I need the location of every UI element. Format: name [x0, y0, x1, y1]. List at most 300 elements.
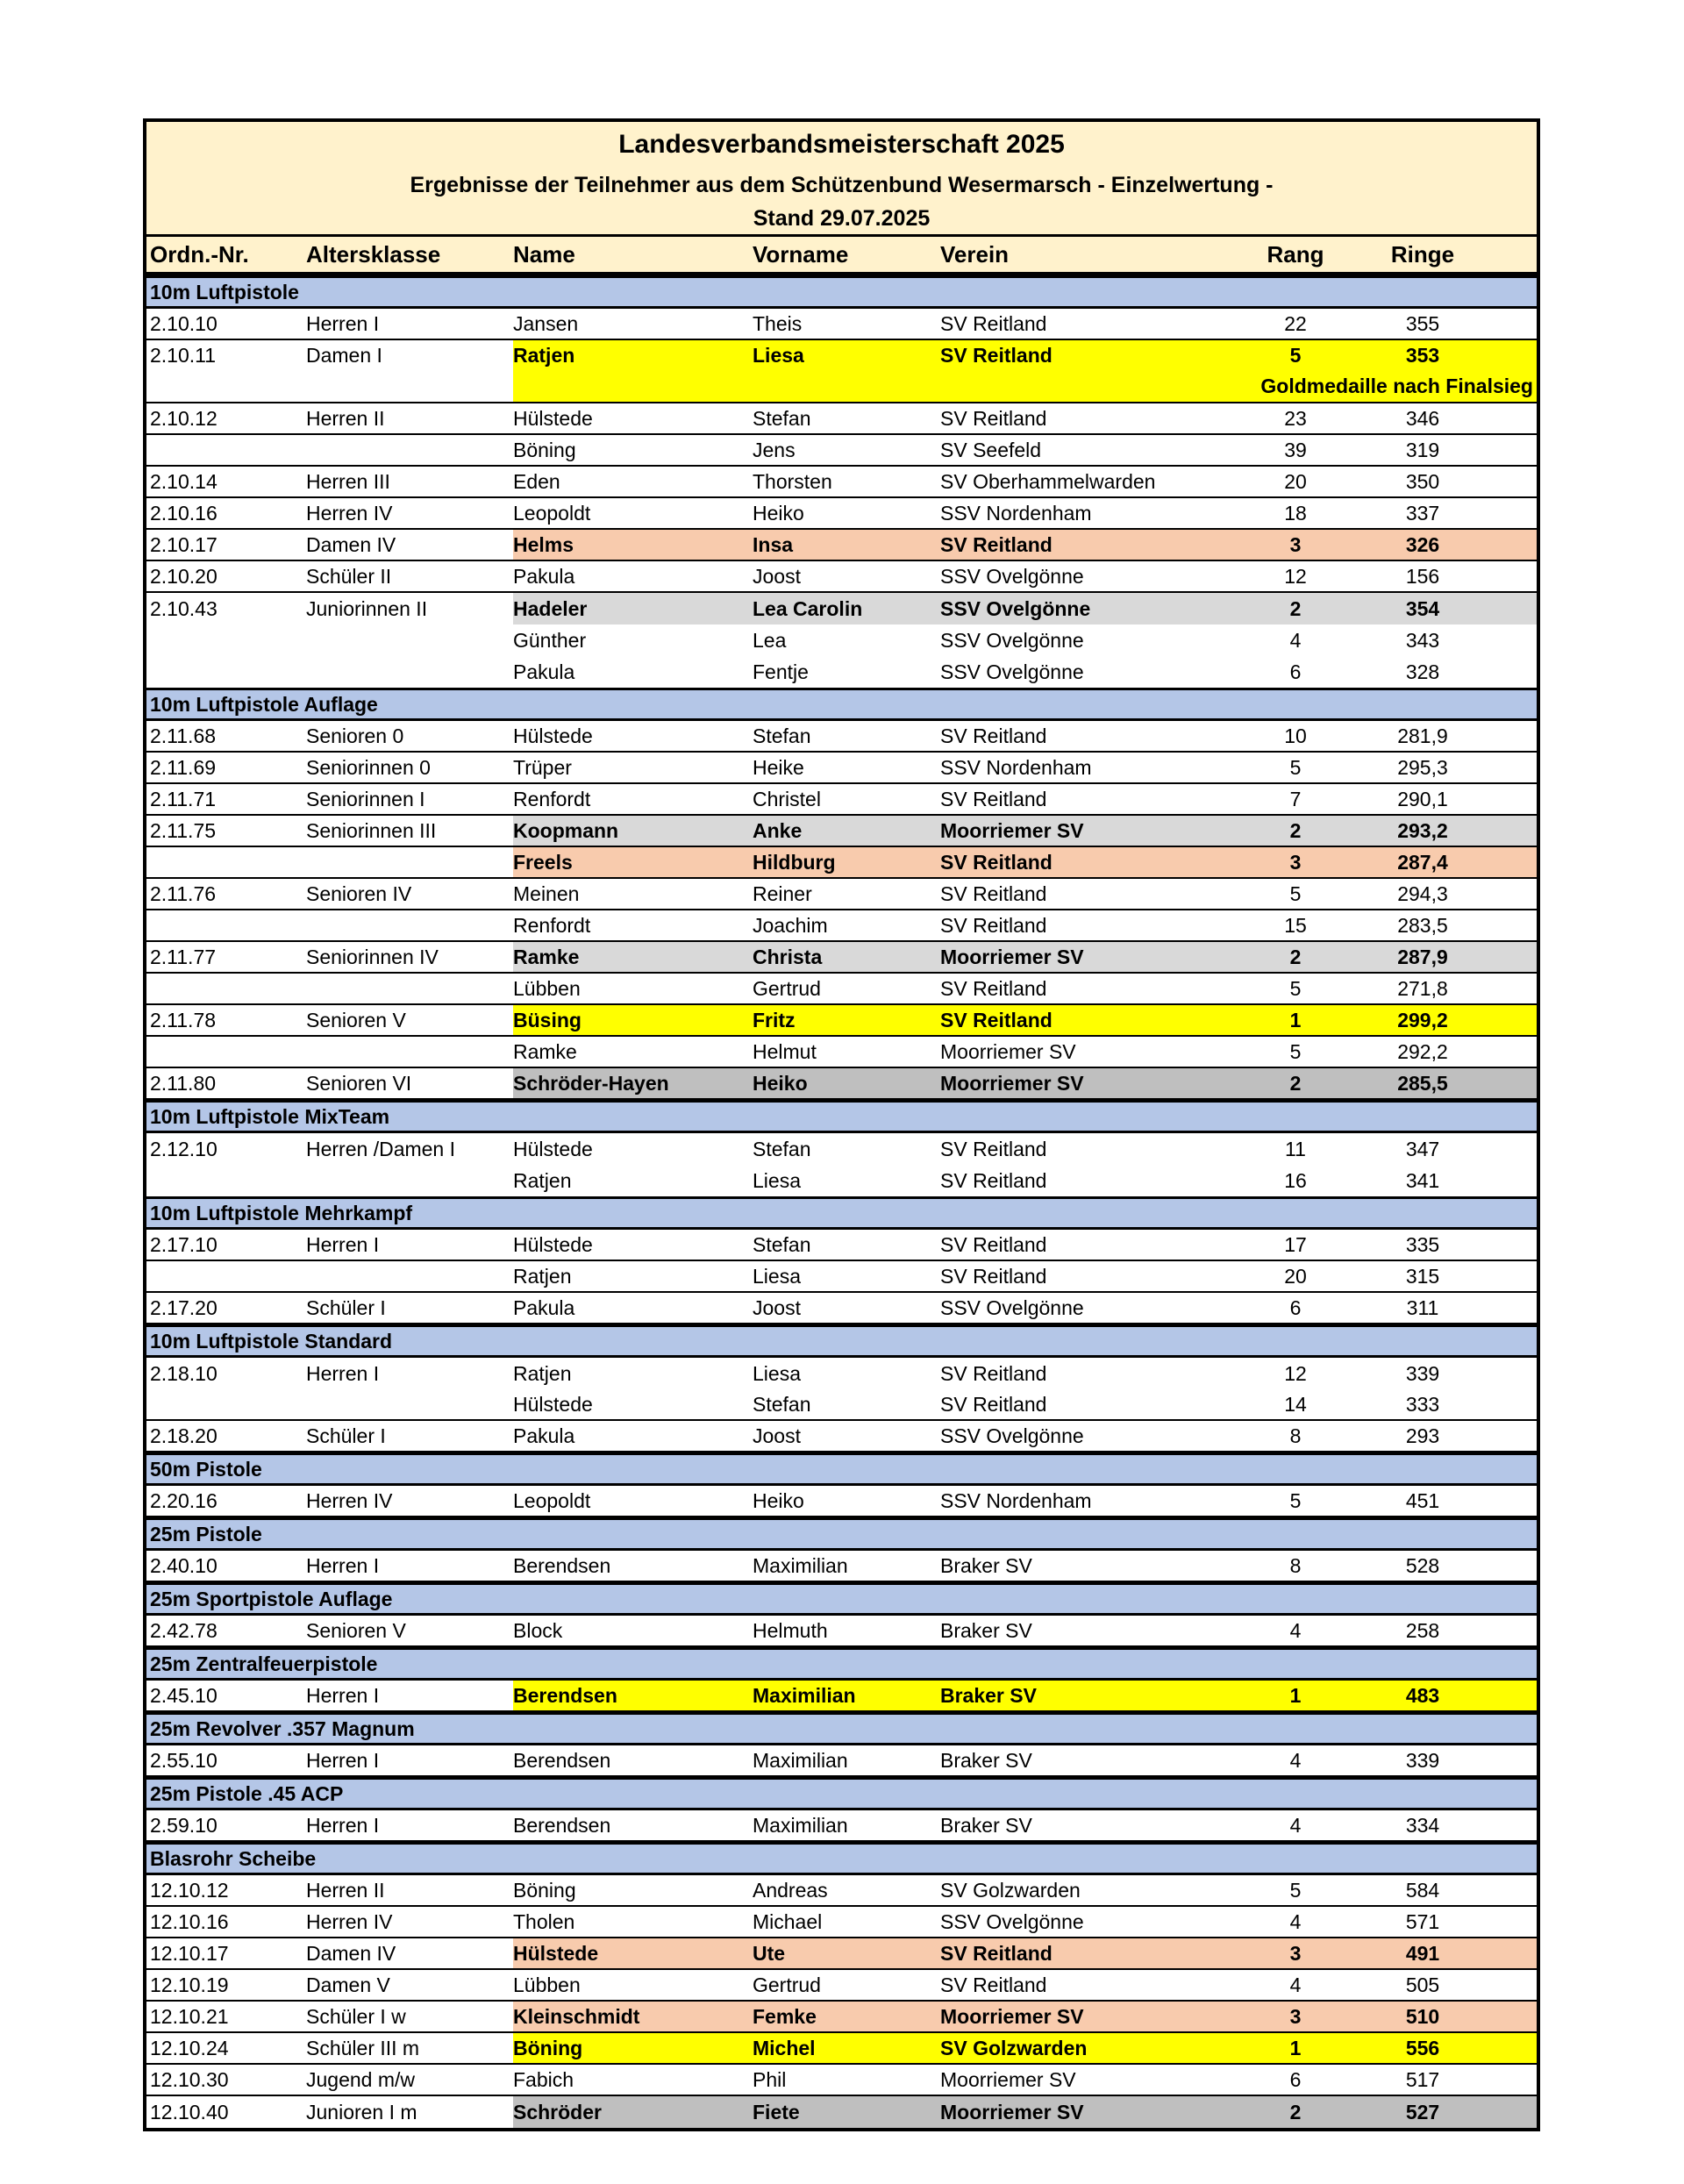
- cell-verein: SSV Ovelgönne: [940, 1295, 1084, 1319]
- cell-name: Pakula: [513, 1295, 575, 1319]
- row-values: [513, 308, 1493, 339]
- row-values: [513, 1938, 1493, 1969]
- cell-altersklasse: Herren IV: [306, 501, 393, 525]
- cell-vorname: Helmuth: [753, 1618, 828, 1642]
- cell-altersklasse: Damen IV: [306, 532, 396, 556]
- cell-name: Hülstede: [513, 1941, 599, 1965]
- row-highlight: [513, 1005, 1537, 1035]
- cell-ordn-nr: 12.10.21: [150, 2004, 229, 2028]
- cell-ringe: 294,3: [1397, 881, 1448, 905]
- cell-ordn-nr: 2.18.20: [150, 1424, 218, 1447]
- table-row: [146, 2033, 1537, 2065]
- cell-altersklasse: Herren I: [306, 1361, 380, 1385]
- cell-name: Böning: [513, 2036, 583, 2059]
- cell-vorname: Gertrud: [753, 976, 821, 1000]
- cell-ringe: 483: [1405, 1683, 1440, 1707]
- cell-name: Hülstede: [513, 406, 593, 430]
- row-values: [513, 1745, 1493, 1776]
- row-values: [513, 1133, 1493, 1165]
- row-highlight: [513, 1293, 1537, 1323]
- cell-vorname: Fentje: [753, 660, 809, 683]
- cell-ordn-nr: 2.12.10: [150, 1137, 218, 1160]
- cell-name: Fabich: [513, 2067, 574, 2091]
- cell-ringe: 355: [1405, 311, 1440, 335]
- cell-rang: 8: [1289, 1553, 1302, 1577]
- cell-ordn-nr: 2.55.10: [150, 1748, 218, 1772]
- cell-name: Koopmann: [513, 818, 619, 842]
- column-header-altersklasse: Altersklasse: [306, 240, 441, 268]
- cell-verein: Braker SV: [940, 1813, 1032, 1837]
- table-row: [146, 1970, 1537, 2002]
- cell-rang: 2: [1289, 945, 1302, 968]
- cell-altersklasse: Herren I: [306, 1553, 380, 1577]
- cell-verein: SSV Ovelgönne: [940, 596, 1091, 620]
- section-header: 25m Pistole: [146, 1517, 1537, 1551]
- cell-verein: Moorriemer SV: [940, 2067, 1076, 2091]
- table-row: [146, 1810, 1537, 1842]
- cell-altersklasse: Herren /Damen I: [306, 1137, 456, 1160]
- cell-vorname: Liesa: [753, 1168, 801, 1192]
- cell-verein: Moorriemer SV: [940, 1039, 1076, 1063]
- cell-ringe: 354: [1405, 596, 1440, 620]
- cell-altersklasse: Herren II: [306, 406, 385, 430]
- table-row: [146, 753, 1537, 784]
- table-row: [146, 1616, 1537, 1647]
- cell-name: Ratjen: [513, 1361, 572, 1385]
- cell-name: Freels: [513, 850, 573, 874]
- cell-ordn-nr: 2.11.75: [150, 818, 217, 842]
- cell-verein: SV Reitland: [940, 311, 1047, 335]
- cell-rang: 4: [1289, 1973, 1302, 1996]
- table-row: [146, 2002, 1537, 2033]
- cell-name: Ratjen: [513, 1168, 572, 1192]
- cell-ringe: 510: [1405, 2004, 1440, 2028]
- cell-verein: SV Reitland: [940, 406, 1047, 430]
- cell-name: Günther: [513, 628, 587, 652]
- cell-name: Schröder: [513, 2100, 602, 2123]
- column-header-ringe: Ringe: [1390, 240, 1455, 268]
- row-values: [513, 1229, 1493, 1260]
- cell-ordn-nr: 2.11.69: [150, 755, 217, 779]
- cell-ringe: 335: [1405, 1232, 1440, 1256]
- cell-rang: 20: [1284, 469, 1307, 493]
- cell-verein: Braker SV: [940, 1683, 1037, 1707]
- cell-vorname: Michael: [753, 1909, 823, 1933]
- cell-ringe: 347: [1405, 1137, 1440, 1160]
- cell-rang: 18: [1284, 501, 1307, 525]
- cell-altersklasse: Seniorinnen 0: [306, 755, 431, 779]
- cell-ordn-nr: 2.11.78: [150, 1008, 217, 1031]
- cell-vorname: Maximilian: [753, 1748, 848, 1772]
- section-header: 10m Luftpistole Auflage: [146, 688, 1537, 721]
- cell-verein: SV Reitland: [940, 1941, 1052, 1965]
- stand-date: Stand 29.07.2025: [753, 206, 931, 231]
- cell-rang: 3: [1289, 2004, 1302, 2028]
- table-row: [146, 1907, 1537, 1938]
- cell-verein: SV Seefeld: [940, 438, 1042, 461]
- cell-vorname: Heiko: [753, 1071, 808, 1095]
- row-values: [513, 497, 1493, 529]
- row-values: [513, 1680, 1493, 1711]
- cell-ringe: 311: [1406, 1295, 1439, 1319]
- cell-rang: 10: [1284, 724, 1307, 747]
- cell-altersklasse: Juniorinnen II: [306, 596, 428, 620]
- section-header: 25m Revolver .357 Magnum: [146, 1712, 1537, 1745]
- cell-ordn-nr: 12.10.30: [150, 2067, 229, 2091]
- cell-ringe: 293,2: [1397, 818, 1448, 842]
- cell-altersklasse: Senioren IV: [306, 881, 412, 905]
- row-values: [513, 752, 1493, 783]
- cell-name: Jansen: [513, 311, 579, 335]
- cell-altersklasse: Seniorinnen IV: [306, 945, 439, 968]
- cell-ordn-nr: 2.40.10: [150, 1553, 218, 1577]
- cell-ringe: 353: [1405, 344, 1440, 367]
- cell-verein: SV Reitland: [940, 1361, 1047, 1385]
- cell-altersklasse: Herren I: [306, 1748, 380, 1772]
- cell-verein: SV Reitland: [940, 724, 1047, 747]
- cell-rang: 7: [1289, 787, 1302, 810]
- section-header: 10m Luftpistole MixTeam: [146, 1100, 1537, 1133]
- cell-verein: Moorriemer SV: [940, 2100, 1084, 2123]
- cell-name: Ratjen: [513, 344, 575, 367]
- cell-verein: SV Reitland: [940, 787, 1047, 810]
- cell-verein: SV Reitland: [940, 913, 1047, 937]
- cell-ringe: 337: [1405, 501, 1440, 525]
- cell-ringe: 156: [1405, 564, 1440, 588]
- section-header: Blasrohr Scheibe: [146, 1842, 1537, 1875]
- cell-name: Trüper: [513, 755, 572, 779]
- row-highlight: [513, 498, 1537, 528]
- cell-verein: SSV Ovelgönne: [940, 1424, 1084, 1447]
- cell-altersklasse: Herren II: [306, 1878, 385, 1902]
- cell-ringe: 326: [1405, 532, 1440, 556]
- row-highlight: [513, 974, 1537, 1003]
- cell-rang: 5: [1289, 344, 1302, 367]
- cell-rang: 12: [1284, 564, 1307, 588]
- row-highlight: [513, 879, 1537, 909]
- row-values: [513, 1388, 1493, 1420]
- section-header: 10m Luftpistole Standard: [146, 1324, 1537, 1358]
- cell-name: Lübben: [513, 1973, 581, 1996]
- cell-rang: 5: [1289, 881, 1302, 905]
- cell-rang: 4: [1289, 1618, 1302, 1642]
- cell-name: Tholen: [513, 1909, 575, 1933]
- cell-verein: SV Reitland: [940, 1973, 1047, 1996]
- row-highlight: [513, 1037, 1537, 1067]
- cell-verein: Moorriemer SV: [940, 818, 1084, 842]
- cell-ringe: 283,5: [1397, 913, 1448, 937]
- cell-ordn-nr: 2.10.14: [150, 469, 218, 493]
- row-values: [513, 593, 1493, 625]
- cell-ringe: 295,3: [1397, 755, 1448, 779]
- cell-verein: SV Golzwarden: [940, 1878, 1081, 1902]
- row-highlight: [513, 1551, 1537, 1581]
- cell-name: Eden: [513, 469, 560, 493]
- row-highlight: [513, 1261, 1537, 1291]
- row-values: [513, 1550, 1493, 1581]
- cell-verein: Braker SV: [940, 1553, 1032, 1577]
- cell-vorname: Andreas: [753, 1878, 828, 1902]
- cell-name: Hülstede: [513, 1392, 593, 1416]
- table-row: [146, 467, 1537, 498]
- row-values: [513, 2064, 1493, 2095]
- cell-vorname: Heiko: [753, 1488, 804, 1512]
- row-values: [513, 529, 1493, 560]
- table-row: [146, 530, 1537, 561]
- row-values: [513, 1485, 1493, 1517]
- cell-ordn-nr: 2.10.16: [150, 501, 218, 525]
- row-highlight: [513, 1133, 1537, 1165]
- cell-vorname: Stefan: [753, 1232, 811, 1256]
- medal-note: Goldmedaille nach Finalsieg: [1260, 375, 1533, 397]
- cell-rang: 1: [1289, 1008, 1302, 1031]
- row-highlight: [513, 1165, 1537, 1196]
- cell-ordn-nr: 2.10.11: [150, 344, 217, 367]
- cell-ringe: 319: [1405, 438, 1440, 461]
- cell-verein: SV Reitland: [940, 1392, 1047, 1416]
- cell-vorname: Maximilian: [753, 1683, 856, 1707]
- cell-rang: 2: [1289, 1071, 1302, 1095]
- cell-ringe: 505: [1405, 1973, 1440, 1996]
- cell-vorname: Maximilian: [753, 1553, 848, 1577]
- row-values: [513, 878, 1493, 910]
- row-values: [513, 973, 1493, 1004]
- cell-altersklasse: Damen V: [306, 1973, 390, 1996]
- cell-vorname: Thorsten: [753, 469, 832, 493]
- cell-rang: 11: [1285, 1137, 1306, 1160]
- cell-vorname: Joost: [753, 1295, 801, 1319]
- column-header-name: Name: [513, 240, 575, 268]
- cell-rang: 3: [1289, 850, 1302, 874]
- cell-ordn-nr: 12.10.12: [150, 1878, 229, 1902]
- cell-name: Block: [513, 1618, 563, 1642]
- cell-rang: 5: [1289, 1878, 1302, 1902]
- row-values: [513, 2032, 1493, 2064]
- cell-verein: SV Reitland: [940, 1168, 1047, 1192]
- cell-verein: SSV Ovelgönne: [940, 564, 1084, 588]
- cell-name: Pakula: [513, 564, 575, 588]
- row-highlight: [513, 1810, 1537, 1840]
- cell-name: Leopoldt: [513, 501, 591, 525]
- row-values: [513, 2096, 1493, 2128]
- cell-rang: 1: [1289, 2036, 1302, 2059]
- cell-vorname: Reiner: [753, 881, 812, 905]
- cell-verein: SV Reitland: [940, 1008, 1052, 1031]
- cell-ringe: 556: [1405, 2036, 1440, 2059]
- cell-vorname: Insa: [753, 532, 794, 556]
- cell-verein: SV Reitland: [940, 344, 1052, 367]
- section-header: 25m Pistole .45 ACP: [146, 1777, 1537, 1810]
- cell-ordn-nr: 2.10.17: [150, 532, 218, 556]
- cell-altersklasse: Senioren VI: [306, 1071, 412, 1095]
- section-header: 25m Zentralfeuerpistole: [146, 1647, 1537, 1681]
- cell-ringe: 287,9: [1397, 945, 1448, 968]
- cell-vorname: Stefan: [753, 1392, 811, 1416]
- cell-ringe: 343: [1405, 628, 1440, 652]
- row-values: [513, 434, 1493, 466]
- table-row: [146, 1165, 1537, 1196]
- cell-ordn-nr: 2.18.10: [150, 1361, 218, 1385]
- table-row: [146, 816, 1537, 847]
- cell-ringe: 258: [1405, 1618, 1440, 1642]
- cell-verein: SV Reitland: [940, 976, 1047, 1000]
- cell-name: Berendsen: [513, 1813, 611, 1837]
- row-highlight: [513, 2002, 1537, 2031]
- table-row: [146, 721, 1537, 753]
- cell-rang: 17: [1284, 1232, 1307, 1256]
- cell-verein: SSV Ovelgönne: [940, 628, 1084, 652]
- cell-name: Hülstede: [513, 1232, 593, 1256]
- cell-vorname: Fiete: [753, 2100, 800, 2123]
- cell-ordn-nr: 2.17.10: [150, 1232, 218, 1256]
- cell-rang: 4: [1289, 1813, 1302, 1837]
- cell-rang: 6: [1289, 1295, 1302, 1319]
- cell-ordn-nr: 2.17.20: [150, 1295, 218, 1319]
- cell-ringe: 527: [1405, 2100, 1440, 2123]
- cell-name: Berendsen: [513, 1748, 611, 1772]
- row-values: [513, 1615, 1493, 1646]
- row-highlight: [513, 656, 1537, 688]
- cell-vorname: Hildburg: [753, 850, 836, 874]
- table-row: [146, 340, 1537, 403]
- table-row: [146, 498, 1537, 530]
- cell-verein: SSV Ovelgönne: [940, 1909, 1084, 1933]
- cell-rang: 16: [1284, 1168, 1307, 1192]
- cell-ringe: 333: [1405, 1392, 1440, 1416]
- cell-vorname: Lea: [753, 628, 787, 652]
- cell-verein: SV Reitland: [940, 1137, 1047, 1160]
- row-values: [513, 783, 1493, 815]
- cell-altersklasse: Schüler I w: [306, 2004, 406, 2028]
- cell-ringe: 315: [1405, 1264, 1440, 1288]
- row-highlight: [513, 1616, 1537, 1645]
- cell-vorname: Stefan: [753, 724, 811, 747]
- table-row: [146, 561, 1537, 593]
- row-highlight: [513, 847, 1537, 877]
- cell-vorname: Gertrud: [753, 1973, 821, 1996]
- cell-ringe: 281,9: [1397, 724, 1448, 747]
- row-highlight: [513, 1938, 1537, 1968]
- table-row: [146, 910, 1537, 942]
- cell-rang: 23: [1284, 406, 1307, 430]
- cell-vorname: Theis: [753, 311, 803, 335]
- cell-ringe: 341: [1405, 1168, 1440, 1192]
- cell-name: Kleinschmidt: [513, 2004, 640, 2028]
- cell-rang: 22: [1284, 311, 1307, 335]
- row-highlight: [513, 753, 1537, 782]
- cell-rang: 5: [1289, 755, 1302, 779]
- cell-ringe: 299,2: [1397, 1008, 1448, 1031]
- page-subtitle: Ergebnisse der Teilnehmer aus dem Schützenbund Wesermarsch - Einzelwertung -: [410, 173, 1274, 197]
- cell-altersklasse: Schüler II: [306, 564, 392, 588]
- cell-verein: Moorriemer SV: [940, 945, 1084, 968]
- cell-ringe: 287,4: [1397, 850, 1448, 874]
- cell-vorname: Joachim: [753, 913, 828, 937]
- cell-verein: SV Reitland: [940, 532, 1052, 556]
- cell-name: Renfordt: [513, 913, 591, 937]
- cell-rang: 2: [1289, 818, 1302, 842]
- table-row: [146, 784, 1537, 816]
- row-values: [513, 1874, 1493, 1906]
- cell-name: Pakula: [513, 1424, 575, 1447]
- cell-name: Büsing: [513, 1008, 582, 1031]
- row-values: [513, 815, 1493, 846]
- cell-altersklasse: Seniorinnen III: [306, 818, 437, 842]
- page-title: Landesverbandsmeisterschaft 2025: [618, 130, 1065, 159]
- row-highlight: [513, 1421, 1537, 1451]
- row-highlight: [513, 1970, 1537, 2000]
- cell-ordn-nr: 12.10.24: [150, 2036, 229, 2059]
- cell-name: Hülstede: [513, 1137, 593, 1160]
- row-highlight: [513, 721, 1537, 751]
- cell-ordn-nr: 2.10.20: [150, 564, 218, 588]
- table-row: [146, 974, 1537, 1005]
- cell-ordn-nr: 2.59.10: [150, 1813, 218, 1837]
- cell-ringe: 285,5: [1397, 1071, 1448, 1095]
- row-values: [513, 1906, 1493, 1938]
- cell-ringe: 517: [1405, 2067, 1440, 2091]
- cell-verein: SV Oberhammelwarden: [940, 469, 1156, 493]
- table-row: [146, 1261, 1537, 1293]
- row-values: [513, 1260, 1493, 1292]
- cell-altersklasse: Schüler I: [306, 1295, 386, 1319]
- table-header: [146, 122, 1537, 234]
- cell-vorname: Christel: [753, 787, 821, 810]
- cell-vorname: Stefan: [753, 1137, 811, 1160]
- row-highlight: [513, 593, 1537, 625]
- cell-ringe: 290,1: [1397, 787, 1448, 810]
- cell-rang: 20: [1284, 1264, 1307, 1288]
- cell-verein: Braker SV: [940, 1618, 1032, 1642]
- column-header-row: [146, 234, 1537, 275]
- cell-ringe: 339: [1405, 1361, 1440, 1385]
- cell-rang: 6: [1289, 660, 1302, 683]
- cell-name: Ramke: [513, 945, 580, 968]
- row-highlight: [513, 309, 1537, 339]
- cell-ringe: 584: [1405, 1878, 1440, 1902]
- table-row: [146, 1230, 1537, 1261]
- results-table: [143, 118, 1540, 2131]
- cell-rang: 12: [1284, 1361, 1307, 1385]
- row-values: [513, 1809, 1493, 1841]
- row-values: [513, 846, 1493, 878]
- table-row: [146, 1005, 1537, 1037]
- cell-vorname: Joost: [753, 564, 801, 588]
- row-highlight: [513, 784, 1537, 814]
- row-values: [513, 1420, 1493, 1452]
- cell-altersklasse: Herren I: [306, 1232, 380, 1256]
- cell-verein: SV Reitland: [940, 1232, 1047, 1256]
- row-values: [513, 2001, 1493, 2032]
- cell-vorname: Lea Carolin: [753, 596, 863, 620]
- cell-vorname: Stefan: [753, 406, 811, 430]
- table-row: [146, 2096, 1537, 2128]
- cell-ordn-nr: 2.11.76: [150, 881, 217, 905]
- cell-rang: 4: [1289, 1748, 1302, 1772]
- cell-rang: 4: [1289, 1909, 1302, 1933]
- table-row: [146, 1938, 1537, 1970]
- row-values: [513, 1292, 1493, 1324]
- cell-altersklasse: Seniorinnen I: [306, 787, 425, 810]
- table-row: [146, 942, 1537, 974]
- cell-name: Böning: [513, 438, 576, 461]
- cell-altersklasse: Damen IV: [306, 1941, 396, 1965]
- row-values: [513, 466, 1493, 497]
- column-header-rang: Rang: [1267, 240, 1324, 268]
- row-highlight: [513, 1745, 1537, 1775]
- cell-ringe: 339: [1405, 1748, 1440, 1772]
- table-row: [146, 1068, 1537, 1100]
